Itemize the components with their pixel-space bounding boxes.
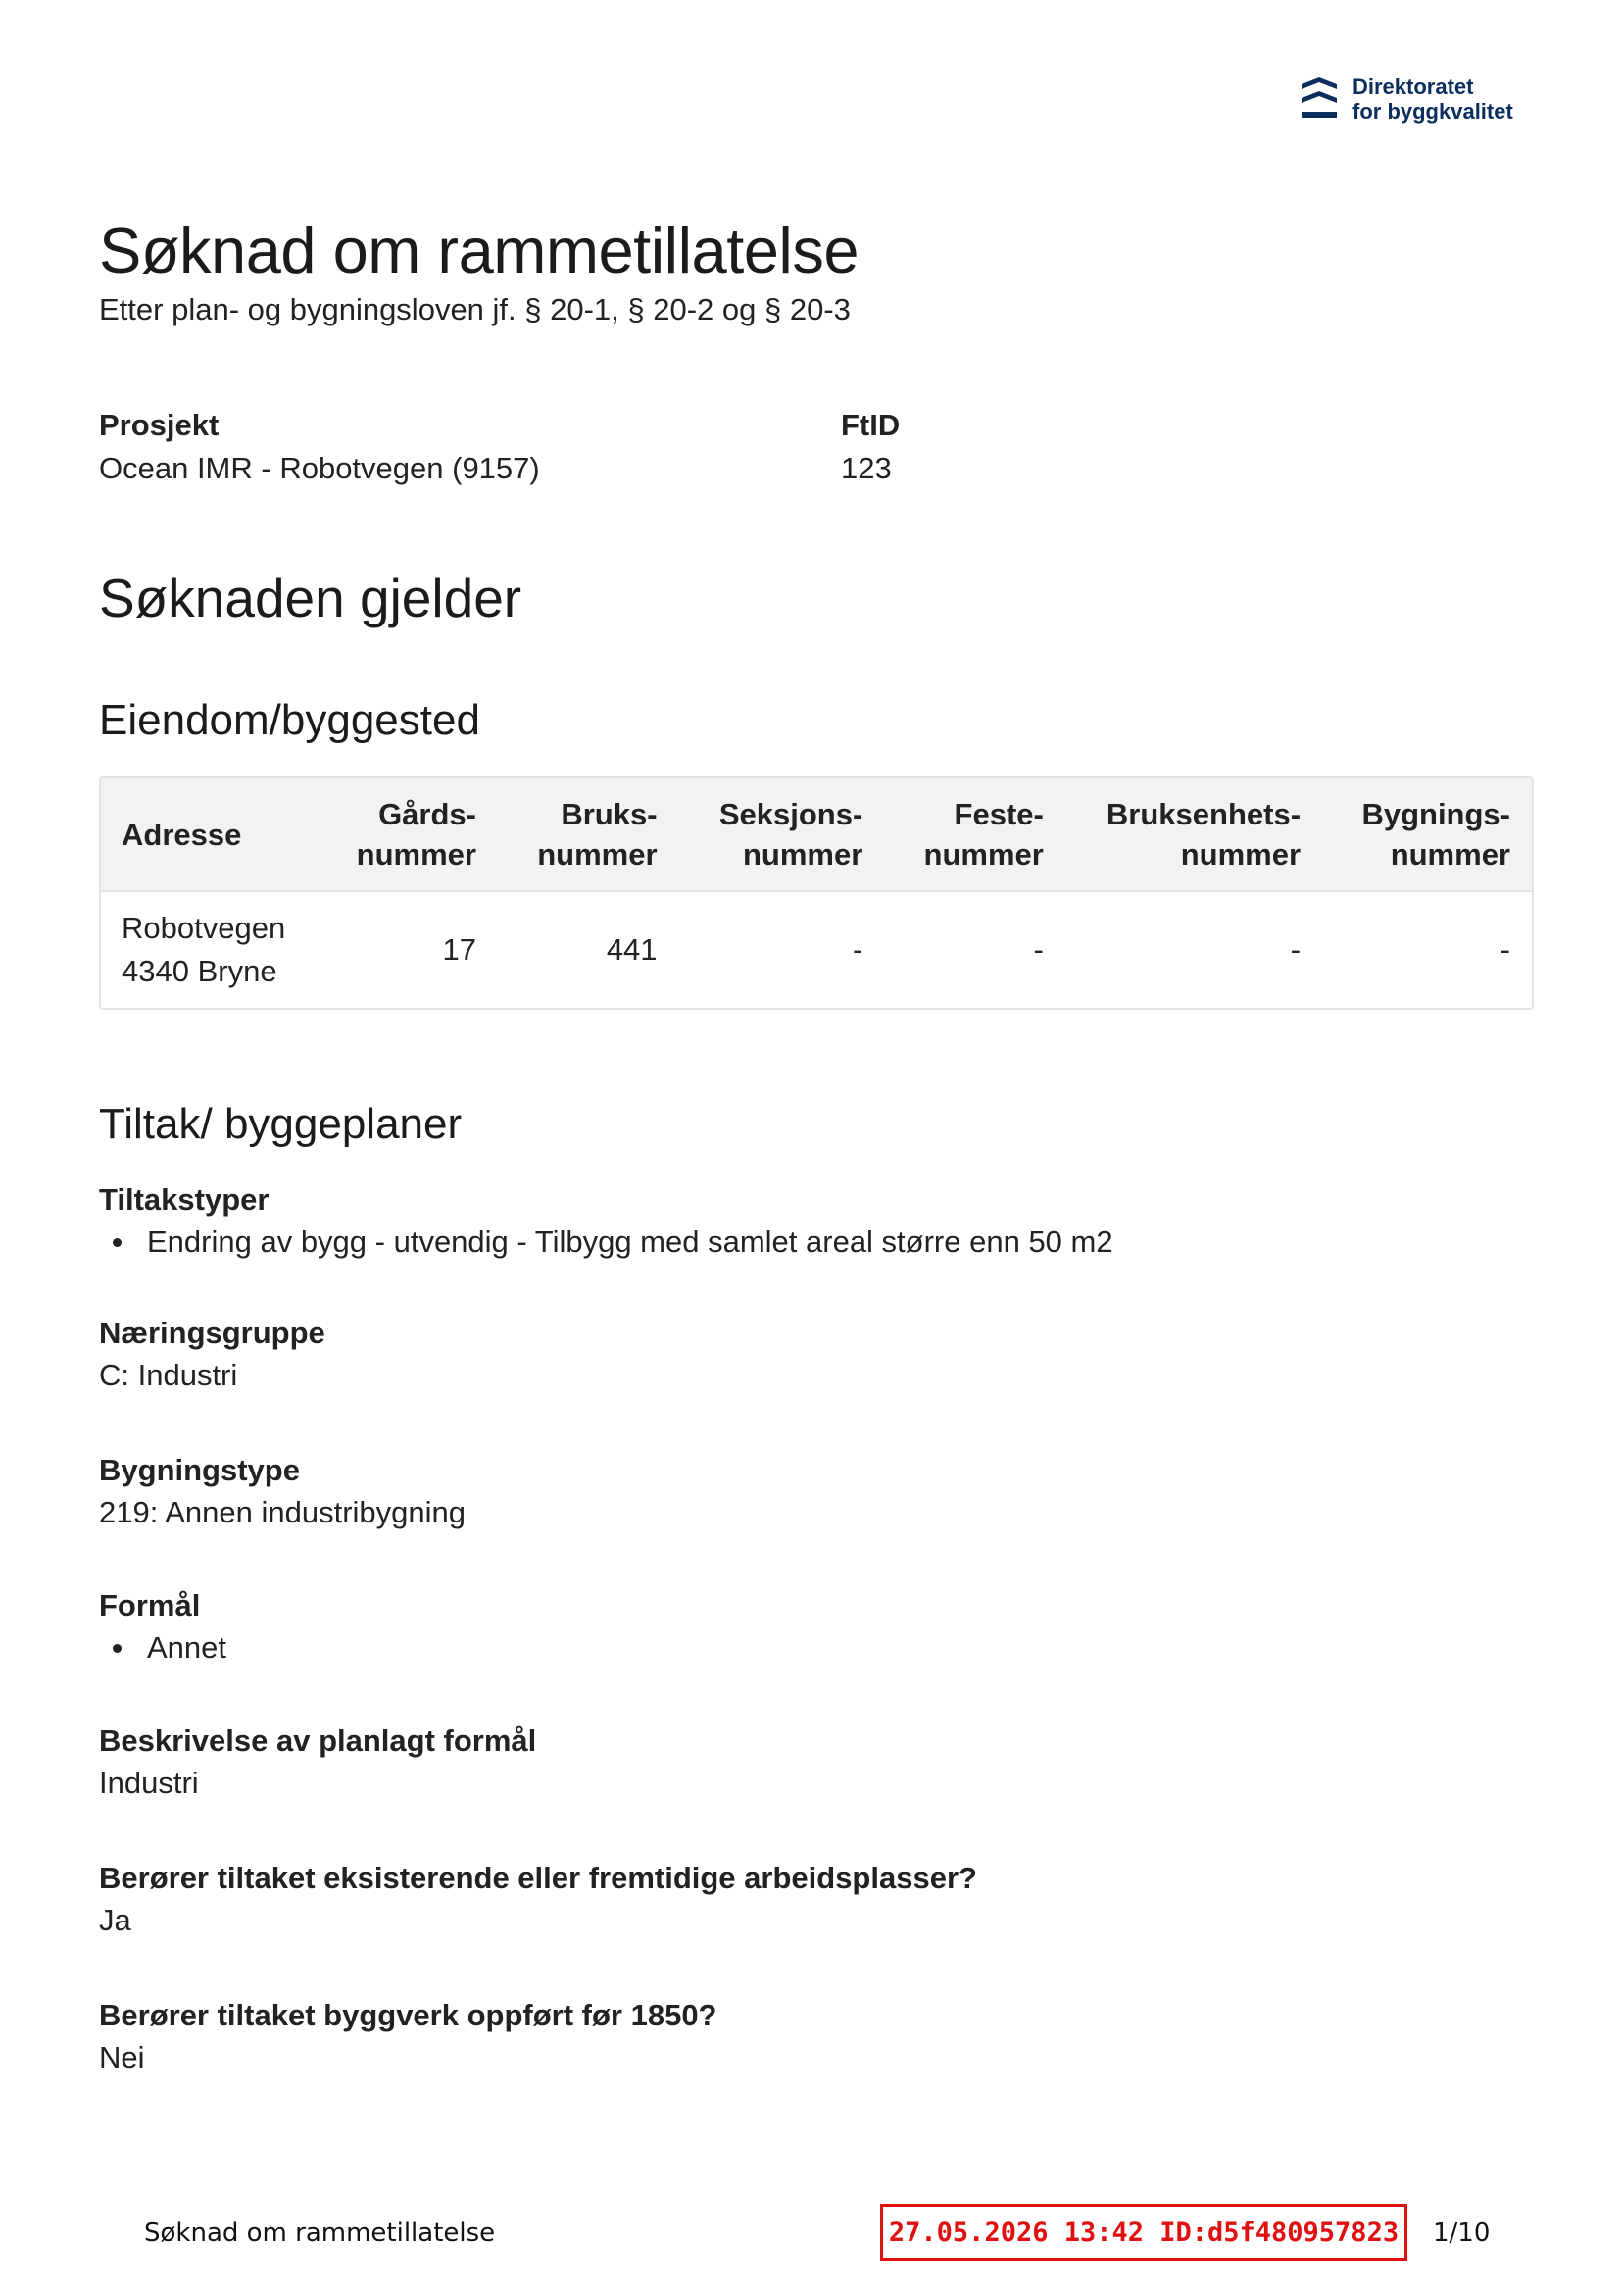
beskrivelse-label: Beskrivelse av planlagt formål [99,1723,537,1758]
col-bygningsnummer: Bygnings- nummer [1322,778,1532,891]
ftid-label: FtID [841,408,901,442]
page-footer [0,2204,1623,2263]
property-heading: Eiendom/byggested [99,696,480,744]
beskrivelse-field [99,1722,536,1806]
document-subtitle: Etter plan- og bygningsloven jf. § 20-1, § 20-2 og § 20-3 [99,292,851,326]
section-heading: Søknaden gjelder [99,568,522,628]
cell-bygningsnummer: - [1500,932,1510,967]
property-table [99,776,1534,1010]
arbeidsplasser-value: Ja [99,1903,131,1937]
col-gardsnummer: Gårds- nummer [317,778,498,891]
bygningstype-label: Bygningstype [99,1453,300,1487]
col-festenummer: Feste- nummer [884,778,1065,891]
dibk-logo-icon [1300,75,1339,124]
ftid-value: 123 [841,451,892,485]
cell-seksjonsnummer: - [852,932,863,967]
col-seksjonsnummer: Seksjons- nummer [679,778,885,891]
bygningstype-field [99,1451,466,1535]
naeringsgruppe-field [99,1314,325,1398]
ftid-field [841,406,900,492]
tiltakstyper-field [99,1180,1113,1265]
cell-bruksnummer: 441 [606,932,658,967]
byggverk1850-field [99,1996,717,2080]
tiltak-heading: Tiltak/ byggeplaner [99,1100,463,1148]
project-label: Prosjekt [99,408,220,442]
project-value: Ocean IMR - Robotvegen (9157) [99,451,540,485]
col-bruksenhetsnummer: Bruksenhets- nummer [1065,778,1322,891]
formal-label: Formål [99,1588,201,1622]
byggverk1850-value: Nei [99,2040,145,2074]
cell-address: Robotvegen 4340 Bryne [122,911,286,988]
naeringsgruppe-value: C: Industri [99,1358,238,1392]
bygningstype-value: 219: Annen industribygning [99,1495,467,1529]
table-header-row [101,778,1532,891]
naeringsgruppe-label: Næringsgruppe [99,1316,325,1350]
project-field [99,406,540,492]
cell-bruksenhetsnummer: - [1290,932,1302,967]
cell-gardsnummer: 17 [442,932,476,967]
dibk-logo [1300,75,1513,124]
formal-field [99,1586,226,1671]
page-number: 1/10 [1433,2219,1491,2248]
cell-festenummer: - [1033,932,1044,967]
footer-title: Søknad om rammetillatelse [144,2219,496,2248]
beskrivelse-value: Industri [99,1766,199,1800]
arbeidsplasser-label: Berører tiltaket eksisterende eller fremtidige arbeidsplasser? [99,1861,977,1895]
formal-list [99,1625,226,1671]
col-address: Adresse [101,778,317,891]
table-row [101,891,1532,1008]
timestamp-stamp: 27.05.2026 13:42 ID:d5f480957823 [880,2204,1407,2261]
list-item: Annet [99,1625,226,1671]
arbeidsplasser-field [99,1859,977,1943]
col-bruksnummer: Bruks- nummer [498,778,679,891]
logo-line-1: Direktoratet [1352,75,1474,99]
document-title: Søknad om rammetillatelse [99,215,859,286]
logo-line-2: for byggkvalitet [1352,99,1513,124]
tiltakstyper-label: Tiltakstyper [99,1182,270,1217]
tiltakstyper-list [99,1220,1113,1265]
list-item: Endring av bygg - utvendig - Tilbygg med samlet areal større enn 50 m2 [99,1220,1113,1265]
byggverk1850-label: Berører tiltaket byggverk oppført før 1850? [99,1998,717,2032]
